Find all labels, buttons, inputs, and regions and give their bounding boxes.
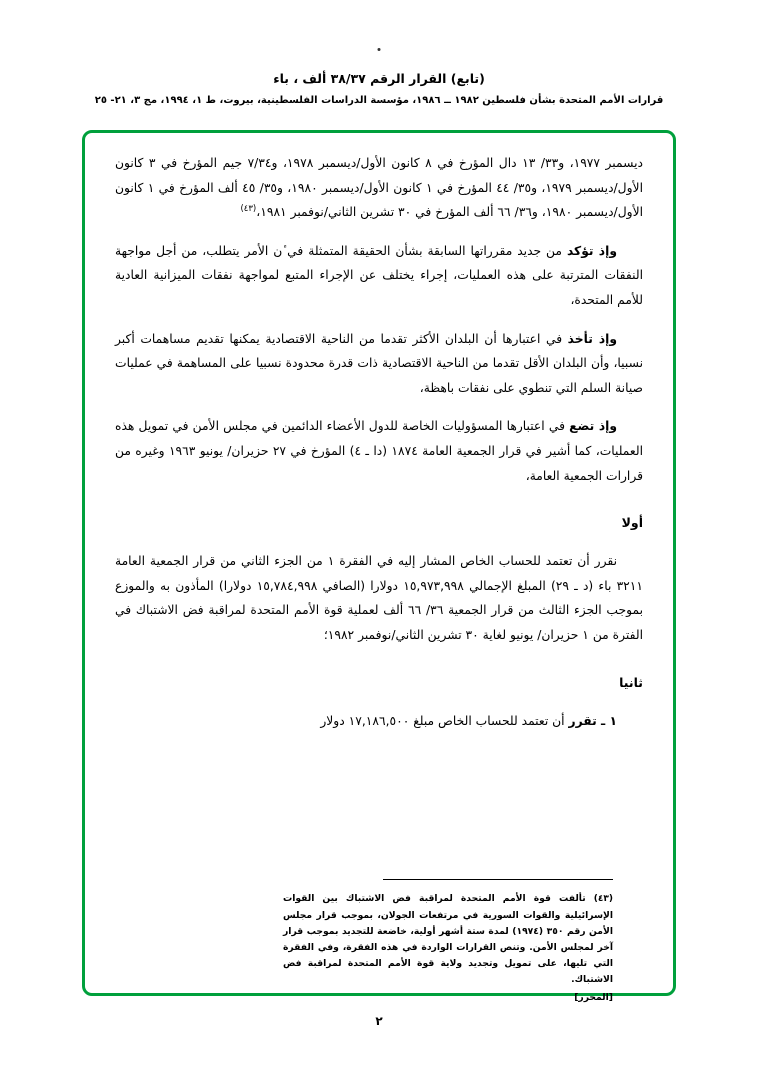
page-title: (تابع) القرار الرقم ٣٨/٣٧ ألف ، باء [273, 71, 485, 86]
paragraph-2 [115, 239, 643, 313]
page-number: ٢ [375, 1014, 383, 1028]
footnote-block [283, 891, 613, 1006]
footnote-editor-note: [المحرر] [574, 992, 613, 1004]
footnote-text: تألفت قوة الأمم المتحدة لمراقبة فض الاشتباك بين القوات الإسرائيلية والقوات السورية في مرتفعات الجولان، بموجب قرار مجلس الأمن رقم ٣٥٠ (١٩٧٤) لمدة ستة أشهر أولية، خاضعة للتجديد بموجب قرار آخر لمجلس الأمن. وتنص القرارات الواردة في هذه الفقرة، وفي الفقرة التي تليها، على تمويل وتجديد ولاية قوة الأمم المتحدة لمراقبة فض الاشتباك. [283, 893, 613, 986]
content-area [115, 151, 644, 1004]
page-header [0, 70, 758, 109]
paragraph-4 [115, 414, 643, 488]
footnote-marker: (٤٣) [593, 894, 613, 904]
footnote-reference: (٤٣) [240, 204, 257, 215]
paragraph-2-text: من جديد مقرراتها السابقة بشأن الحقيقة المتمثلة في ٔن الأمر يتطلب، من أجل مواجهة النفقات المترتبة على هذه العمليات، إجراء يختلف عن الإجراء المتبع لمواجهة نفقات الميزانية العادية للأمم المتحدة، [115, 243, 643, 307]
paragraph-3-lead: وإذ تأخذ [567, 331, 617, 346]
paragraph-4-lead: وإذ تضع [569, 419, 617, 434]
section-1-paragraph-1: نقرر أن تعتمد للحساب الخاص المشار إليه في الفقرة ١ من الجزء الثاني من قرار الجمعية العامة ٣٢١١ باء (د ـ ٢٩) المبلغ الإجمالي ١٥,٩٧٣,٩٩٨ دولارا (الصافي ١٥,٧٨٤,٩٩٨ دولارا) المأذون به والموزع بموجب الجزء الثالث من قرار الجمعية ٣٦/ ٦٦ ألف لعملية قوة الأمم المتحدة لمراقبة فض الاشتباك في الفترة من ١ حزيران/ يونيو لغاية ٣٠ تشرين الثاني/نوفمبر ١٩٨٢؛ [115, 554, 643, 642]
section-2-paragraph-1-lead: ١ ـ تقرر [568, 713, 617, 728]
page-top-dot [378, 48, 381, 51]
document-body [115, 151, 643, 733]
section-2-paragraph-1 [115, 709, 643, 734]
paragraph-3-text: في اعتبارها أن البلدان الأكثر تقدما من الناحية الاقتصادية يمكنها تقديم مساهمات أكبر نسبيا، وأن البلدان الأقل تقدما من الناحية الاقتصادية ذات قدرة محدودة نسبيا على المساهمة في عمليات صيانة السلم التي تنطوي على نفقات باهظة، [115, 331, 643, 395]
green-content-frame [82, 130, 676, 1004]
page-source-line: قرارات الأمم المتحدة بشأن فلسطين ١٩٨٢ ــ ١٩٨٦، مؤسسة الدراسات الفلسطينية، بيروت، ط ١، ١٩٩٤، مج ٣، ٢١- ٢٥ [94, 94, 664, 106]
paragraph-1 [115, 151, 643, 225]
footnote-separator [383, 879, 613, 880]
paragraph-4-text: في اعتبارها المسؤوليات الخاصة للدول الأعضاء الدائمين في مجلس الأمن في تمويل هذه العمليات، كما أشير في قرار الجمعية العامة ١٨٧٤ (دا ـ ٤) المؤرخ في ٢٧ حزيران/ يونيو ١٩٦٣ وغيره من قرارات الجمعية العامة، [115, 419, 644, 483]
paragraph-3 [115, 327, 643, 401]
section-2-paragraph-1-text: أن تعتمد للحساب الخاص مبلغ ١٧,١٨٦,٥٠٠ دولار [320, 713, 565, 728]
section-heading-second: ثانيا [619, 674, 643, 690]
paragraph-2-lead: وإذ تؤكد [566, 243, 617, 258]
paragraph-1-text: ديسمبر ١٩٧٧، و٣٣/ ١٣ دال المؤرخ في ٨ كانون الأول/ديسمبر ١٩٧٨، و٧/٣٤ جيم المؤرخ في ٣ كانون الأول/ديسمبر ١٩٧٩، و٣٥/ ٤٤ المؤرخ في ١ كانون الأول/ديسمبر ١٩٨٠، و٣٥/ ٤٥ ألف المؤرخ في ١ كانون الأول/ديسمبر ١٩٨٠، و٣٦/ ٦٦ ألف المؤرخ في ٣٠ تشرين الثاني/نوفمبر ١٩٨١، [115, 156, 643, 220]
section-heading-first: أولا [621, 515, 643, 531]
